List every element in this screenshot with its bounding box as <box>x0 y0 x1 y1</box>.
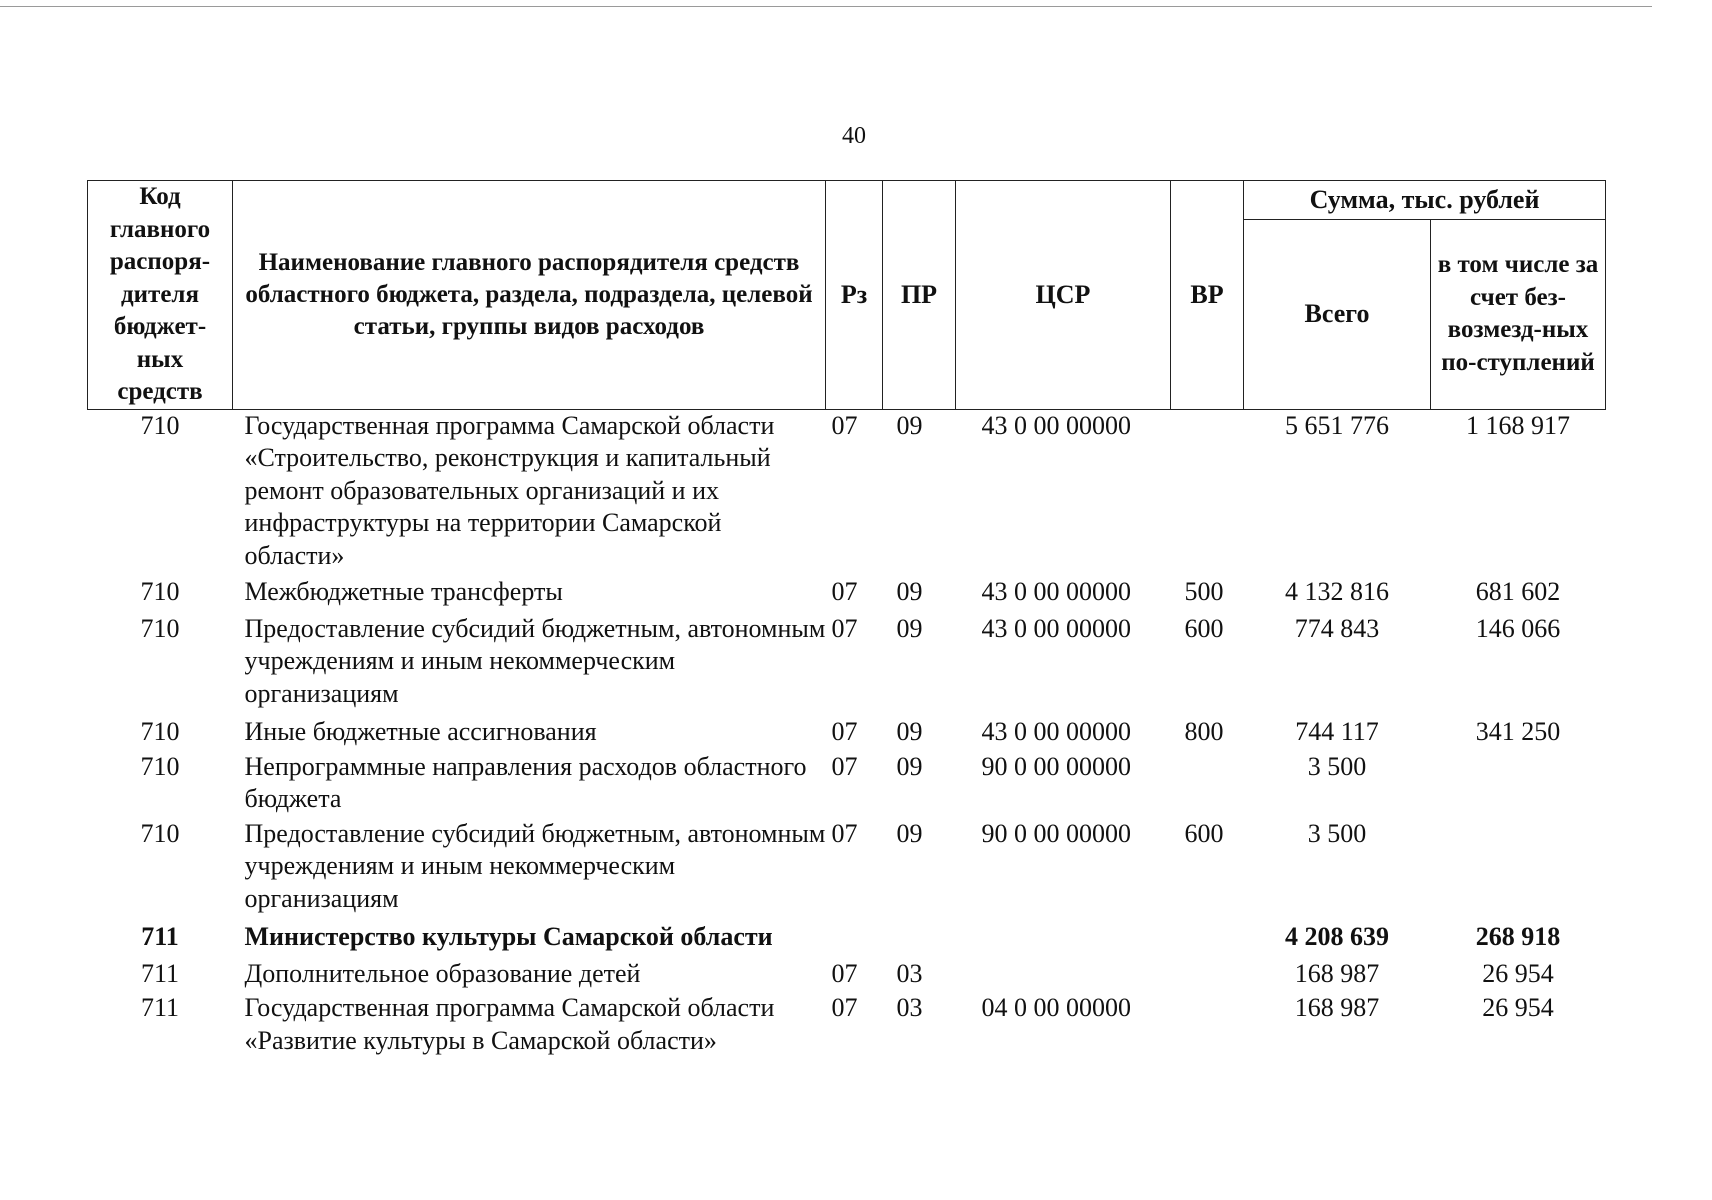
row-total: 3 500 <box>1307 818 1367 848</box>
row-grants: 1 168 917 <box>1466 410 1570 440</box>
row-code: 710 <box>140 818 180 848</box>
row-name: Дополнительное образование детей <box>244 958 641 988</box>
row-code: 711 <box>141 922 179 951</box>
row-pr: 09 <box>896 818 923 848</box>
row-rz: 07 <box>831 993 858 1022</box>
row-total: 3 500 <box>1307 751 1367 781</box>
table-row <box>88 409 1606 576</box>
row-pr: 09 <box>896 751 923 781</box>
row-rz: 07 <box>831 958 858 988</box>
row-csr: 04 0 00 00000 <box>981 993 1131 1022</box>
page-number: 40 <box>842 123 866 149</box>
row-name: Иные бюджетные ассигнования <box>244 717 597 746</box>
row-total: 168 987 <box>1294 958 1380 988</box>
header-grants: в том числе за счет без-возмезд-ных по-ступлений <box>1431 220 1606 410</box>
row-vr <box>1171 409 1244 576</box>
row-code: 711 <box>140 958 180 988</box>
header-vr: ВР <box>1171 181 1244 410</box>
row-pr: 09 <box>896 613 923 643</box>
table-row <box>88 818 1606 922</box>
row-code: 710 <box>140 410 180 440</box>
row-csr: 90 0 00 00000 <box>981 818 1131 848</box>
table-row <box>88 958 1606 993</box>
row-rz: 07 <box>831 818 858 848</box>
row-csr: 90 0 00 00000 <box>981 751 1131 781</box>
row-grants <box>1431 818 1606 922</box>
header-pr: ПР <box>883 181 956 410</box>
row-total: 168 987 <box>1294 993 1380 1022</box>
table-row <box>88 613 1606 717</box>
row-total: 744 117 <box>1295 717 1379 746</box>
budget-table <box>87 180 1606 1059</box>
table-row <box>88 921 1606 958</box>
header-name: Наименование главного распорядителя средств областного бюджета, раздела, подраздела, целевой статьи, группы видов расходов <box>233 181 826 410</box>
row-name: Межбюджетные трансферты <box>244 577 563 606</box>
row-pr: 09 <box>896 577 923 606</box>
row-vr <box>1171 992 1244 1059</box>
row-csr <box>956 921 1171 958</box>
row-name: Предоставление субсидий бюджетным, автономным учреждениям и иным некоммерческим организациям <box>244 613 826 708</box>
row-rz: 07 <box>831 751 858 781</box>
row-pr <box>883 921 956 958</box>
row-name: Министерство культуры Самарской области <box>244 922 773 951</box>
row-rz: 07 <box>831 717 858 746</box>
row-total: 5 651 776 <box>1285 410 1389 440</box>
row-vr: 600 <box>1184 613 1224 643</box>
row-code: 710 <box>140 717 180 746</box>
header-code: Код главного распоря-дителя бюджет-ных средств <box>88 181 233 410</box>
row-grants: 268 918 <box>1475 922 1561 951</box>
row-vr <box>1171 751 1244 818</box>
row-vr: 600 <box>1184 818 1224 848</box>
row-code: 710 <box>140 751 180 781</box>
row-pr: 09 <box>896 717 923 746</box>
row-code: 710 <box>140 613 180 643</box>
row-rz: 07 <box>831 613 858 643</box>
row-csr: 43 0 00 00000 <box>981 613 1131 643</box>
table-row <box>88 716 1606 751</box>
table-row <box>88 576 1606 613</box>
row-name: Государственная программа Самарской области «Строительство, реконструкция и капитальный ремонт образовательных организаций и их инфраструктуры на территории Самарской области» <box>244 410 775 570</box>
top-rule <box>0 6 1652 7</box>
row-rz: 07 <box>831 410 858 440</box>
row-grants: 26 954 <box>1482 958 1554 988</box>
header-csr: ЦСР <box>956 181 1171 410</box>
header-sum-group: Сумма, тыс. рублей <box>1244 181 1606 220</box>
row-csr: 43 0 00 00000 <box>981 577 1131 606</box>
row-csr: 43 0 00 00000 <box>981 717 1131 746</box>
row-grants: 341 250 <box>1475 717 1561 746</box>
row-vr <box>1171 958 1244 993</box>
row-rz: 07 <box>831 577 858 606</box>
row-vr: 800 <box>1184 717 1224 746</box>
table-body <box>88 409 1606 1059</box>
row-pr: 03 <box>896 993 923 1022</box>
row-name: Государственная программа Самарской области «Развитие культуры в Самарской области» <box>244 993 775 1055</box>
row-grants: 26 954 <box>1482 993 1554 1022</box>
row-code: 711 <box>140 993 180 1022</box>
row-grants: 146 066 <box>1475 613 1561 643</box>
row-vr <box>1171 921 1244 958</box>
row-name: Непрограммные направления расходов областного бюджета <box>244 751 807 813</box>
table-row <box>88 751 1606 818</box>
row-total: 774 843 <box>1294 613 1380 643</box>
row-csr: 43 0 00 00000 <box>981 410 1131 440</box>
row-grants: 681 602 <box>1475 577 1561 606</box>
row-pr: 03 <box>896 958 923 988</box>
header-total: Всего <box>1244 220 1431 410</box>
row-name: Предоставление субсидий бюджетным, автономным учреждениям и иным некоммерческим организациям <box>244 818 826 913</box>
row-total: 4 132 816 <box>1285 577 1389 606</box>
row-rz <box>826 921 883 958</box>
row-pr: 09 <box>896 410 923 440</box>
row-code: 710 <box>140 577 180 606</box>
row-csr <box>956 958 1171 993</box>
row-total: 4 208 639 <box>1285 922 1389 951</box>
row-grants <box>1431 751 1606 818</box>
row-vr: 500 <box>1184 577 1224 606</box>
header-rz: Рз <box>826 181 883 410</box>
table-row <box>88 992 1606 1059</box>
